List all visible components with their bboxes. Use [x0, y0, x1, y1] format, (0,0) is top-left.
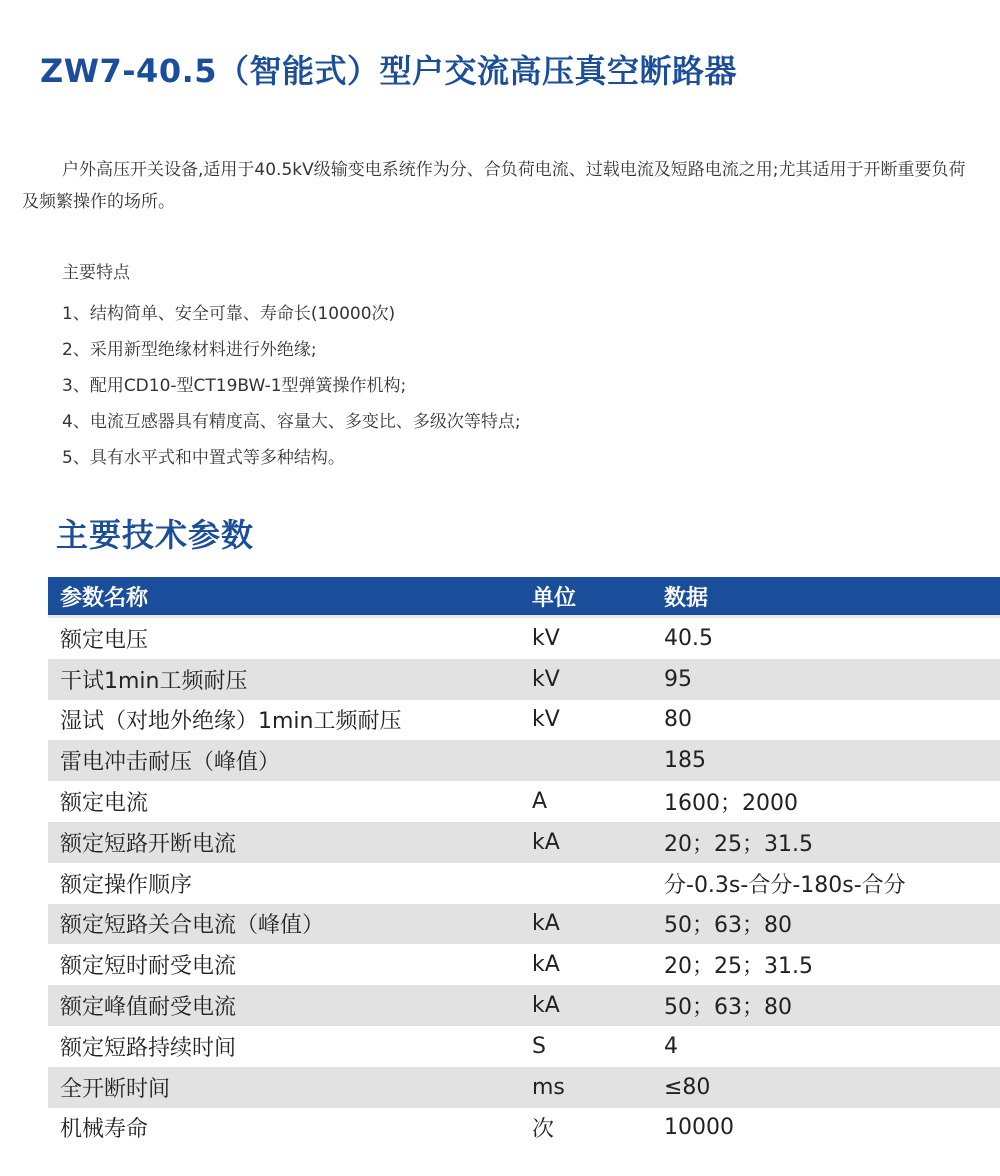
param-value: 20；25；31.5: [664, 831, 813, 857]
param-unit: [520, 740, 652, 781]
param-unit: [520, 863, 652, 904]
param-name: 额定短路开断电流: [60, 831, 237, 857]
param-value: 50；63；80: [664, 913, 792, 939]
param-unit: kA: [532, 829, 560, 855]
param-value: 40.5: [664, 625, 713, 651]
header-unit: 单位: [520, 577, 652, 617]
feature-item: 3、配用CD10-型CT19BW-1型弹簧操作机构;: [62, 376, 407, 396]
param-unit: kA: [532, 911, 560, 937]
param-unit: 次: [532, 1117, 555, 1143]
param-name: 雷电冲击耐压（峰值）: [60, 750, 281, 776]
param-value: 10000: [664, 1115, 734, 1141]
param-name: 湿试（对地外绝缘）1min工频耐压: [60, 709, 402, 735]
param-name: 机械寿命: [60, 1117, 149, 1143]
param-unit: A: [532, 789, 548, 815]
section-title-params: 主要技术参数: [56, 516, 255, 554]
param-value: 185: [664, 748, 706, 774]
params-table: [48, 577, 1000, 1148]
param-value: 80: [664, 707, 692, 733]
param-value: 1600；2000: [664, 791, 798, 817]
features-heading: 主要特点: [62, 263, 130, 283]
param-unit: ms: [532, 1074, 565, 1100]
param-name: 额定短路关合电流（峰值）: [60, 913, 325, 939]
param-name: 额定短时耐受电流: [60, 954, 237, 980]
header-name: 参数名称: [48, 577, 520, 617]
param-name: 额定峰值耐受电流: [60, 995, 237, 1021]
table-row: [48, 944, 1000, 985]
param-unit: kV: [532, 666, 560, 692]
table-row: [48, 617, 1000, 659]
page-title: ZW7-40.5（智能式）型户交流高压真空断路器: [40, 52, 738, 90]
param-value: ≤80: [664, 1074, 711, 1100]
param-unit: S: [532, 1033, 546, 1059]
table-header-row: [48, 577, 1000, 617]
param-name: 额定电压: [60, 627, 149, 653]
table-row: [48, 1067, 1000, 1108]
intro-paragraph: 户外高压开关设备,适用于40.5kV级输变电系统作为分、合负荷电流、过载电流及短路电流之用;尤其适用于开断重要负荷及频繁操作的场所。: [22, 160, 966, 212]
param-unit: kV: [532, 707, 560, 733]
table-row: [48, 822, 1000, 863]
feature-item: 2、采用新型绝缘材料进行外绝缘;: [62, 340, 317, 360]
table-row: [48, 904, 1000, 945]
param-name: 全开断时间: [60, 1076, 171, 1102]
table-row: [48, 1026, 1000, 1067]
features-list: [62, 296, 521, 476]
header-value: 数据: [652, 577, 1000, 617]
table-row: [48, 659, 1000, 700]
params-table-body: [48, 617, 1000, 1149]
feature-item: 1、结构简单、安全可靠、寿命长(10000次): [62, 304, 396, 324]
param-value: 分-0.3s-合分-180s-合分: [664, 872, 906, 898]
param-unit: kA: [532, 952, 560, 978]
param-value: 95: [664, 666, 692, 692]
table-row: [48, 740, 1000, 781]
param-name: 额定操作顺序: [60, 872, 193, 898]
table-row: [48, 985, 1000, 1026]
param-name: 额定短路持续时间: [60, 1035, 237, 1061]
param-name: 额定电流: [60, 791, 149, 817]
param-name: 干试1min工频耐压: [60, 668, 248, 694]
param-unit: kA: [532, 993, 560, 1019]
table-row: [48, 700, 1000, 741]
table-row: [48, 863, 1000, 904]
feature-item: 5、具有水平式和中置式等多种结构。: [62, 448, 345, 468]
param-value: 4: [664, 1033, 678, 1059]
param-value: 50；63；80: [664, 995, 792, 1021]
param-unit: kV: [532, 625, 560, 651]
feature-item: 4、电流互感器具有精度高、容量大、多变比、多级次等特点;: [62, 412, 521, 432]
param-value: 20；25；31.5: [664, 954, 813, 980]
table-row: [48, 1108, 1000, 1149]
table-row: [48, 781, 1000, 822]
